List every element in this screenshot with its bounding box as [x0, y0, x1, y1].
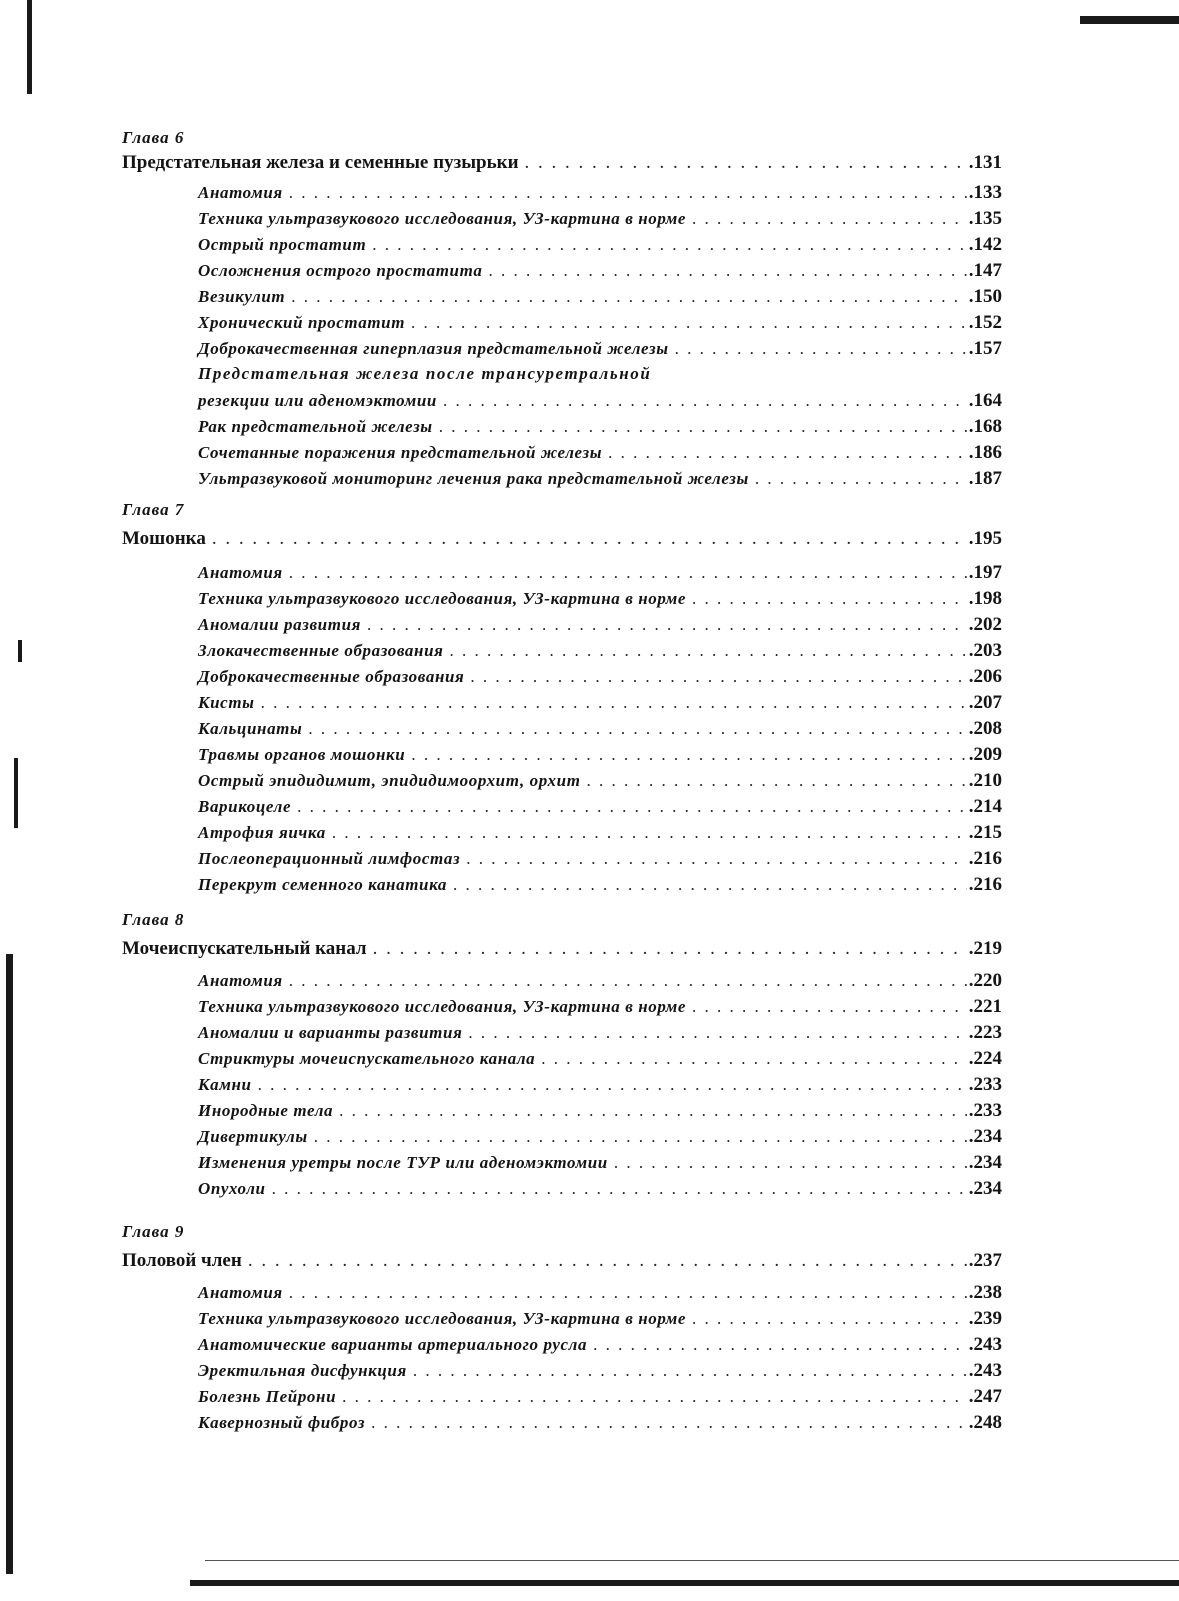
entry-title: Эректильная дисфункция [198, 1361, 407, 1380]
page-number: . 234 [969, 1152, 1002, 1174]
entry-title: Перекрут семенного канатика [198, 875, 447, 894]
page-number: . 219 [969, 938, 1002, 960]
dot-leader [614, 1153, 967, 1173]
toc-entry[interactable] [198, 970, 1002, 992]
page-number: . 239 [969, 1308, 1002, 1330]
entry-title: Анатомия [198, 183, 283, 202]
dot-leader [289, 563, 967, 583]
page-number: . 164 [969, 390, 1002, 412]
dot-leader [525, 152, 967, 174]
page-number: . 198 [969, 588, 1002, 610]
dot-leader [332, 823, 967, 843]
page-number: . 243 [969, 1334, 1002, 1356]
page-number: . 233 [969, 1100, 1002, 1122]
dot-leader [587, 771, 967, 791]
dot-leader [342, 1387, 967, 1407]
page-number: . 243 [969, 1360, 1002, 1382]
page-number: . 150 [969, 286, 1002, 308]
entry-title: Травмы органов мошонки [198, 745, 406, 764]
page-number: . 147 [969, 260, 1002, 282]
page-number: . 215 [969, 822, 1002, 844]
dot-leader [468, 1023, 966, 1043]
page-number: . 224 [969, 1048, 1002, 1070]
page-number: . 220 [969, 970, 1002, 992]
toc-entry[interactable] [198, 1152, 1002, 1174]
dot-leader [692, 209, 967, 229]
toc-entry[interactable] [198, 1360, 1002, 1382]
toc-entry[interactable] [198, 338, 1002, 360]
toc-entry[interactable] [198, 848, 1002, 870]
entry-title: Доброкачественные образования [198, 667, 465, 686]
page-number: . 237 [969, 1250, 1002, 1272]
page-number: . 135 [969, 208, 1002, 230]
entry-title: Инородные тела [198, 1101, 334, 1120]
page-number: . 157 [969, 338, 1002, 360]
page-number: . 142 [969, 234, 1002, 256]
toc-entry[interactable] [198, 640, 1002, 662]
dot-leader [212, 528, 967, 550]
page-number: . 214 [969, 796, 1002, 818]
entry-title: Хронический простатит [198, 313, 406, 332]
chapter-title: Половой член [122, 1250, 242, 1271]
toc-entry[interactable] [198, 796, 1002, 818]
entry-title: Острый простатит [198, 235, 367, 254]
page-number: . 238 [969, 1282, 1002, 1304]
page-number: . 203 [969, 640, 1002, 662]
page-number: . 187 [969, 468, 1002, 490]
scan-edge-mark [14, 758, 18, 828]
toc-entry[interactable] [198, 234, 1002, 256]
chapter-title: Мошонка [122, 528, 206, 549]
entry-title: Кисты [198, 693, 255, 712]
toc-entry[interactable] [198, 208, 1002, 230]
scan-edge-mark [6, 954, 13, 1574]
page-number: . 206 [969, 666, 1002, 688]
toc-entry[interactable] [198, 1074, 1002, 1096]
dot-leader [593, 1335, 967, 1355]
entry-title: Камни [198, 1075, 252, 1094]
dot-leader [675, 339, 967, 359]
toc-entry[interactable] [198, 468, 1002, 490]
entry-title: Аномалии развития [198, 615, 361, 634]
entry-title: Стриктуры мочеиспускательного канала [198, 1049, 536, 1068]
chapter-title: Мочеиспускательный канал [122, 938, 367, 959]
chapter-label: Глава 9 [122, 1222, 185, 1241]
dot-leader [449, 641, 966, 661]
chapter-title-entry[interactable] [122, 938, 1002, 960]
page-number: . 133 [969, 182, 1002, 204]
page-number: . 209 [969, 744, 1002, 766]
toc-entry[interactable] [198, 770, 1002, 792]
toc-entry[interactable] [198, 562, 1002, 584]
entry-title: Анатомия [198, 563, 283, 582]
dot-leader [443, 391, 967, 411]
page-number: . 216 [969, 874, 1002, 896]
dot-leader [411, 313, 967, 333]
page-number: . 195 [969, 528, 1002, 550]
toc-entry[interactable] [198, 1282, 1002, 1304]
page-number: . 234 [969, 1178, 1002, 1200]
entry-title: Техника ультразвукового исследования, УЗ-картина в норме [198, 1309, 687, 1328]
entry-title: Ультразвуковой мониторинг лечения рака предстательной железы [198, 469, 749, 488]
chapter-label: Глава 7 [122, 500, 185, 519]
entry-title: Острый эпидидимит, эпидидимоорхит, орхит [198, 771, 581, 790]
entry-title: Атрофия яичка [198, 823, 326, 842]
toc-entry[interactable] [198, 1308, 1002, 1330]
toc-entry[interactable] [198, 1100, 1002, 1122]
dot-leader [755, 469, 967, 489]
page-number: . 152 [969, 312, 1002, 334]
page-number: . 210 [969, 770, 1002, 792]
page-number: . 197 [969, 562, 1002, 584]
toc-entry[interactable] [198, 286, 1002, 308]
toc-entry[interactable] [198, 260, 1002, 282]
toc-entry[interactable] [198, 666, 1002, 688]
entry-title: Кавернозный фиброз [198, 1413, 366, 1432]
dot-leader [261, 693, 967, 713]
dot-leader [314, 1127, 967, 1147]
dot-leader [608, 443, 967, 463]
toc-entry[interactable] [198, 822, 1002, 844]
chapter-label: Глава 6 [122, 128, 185, 147]
entry-title: Техника ультразвукового исследования, УЗ-картина в норме [198, 209, 687, 228]
entry-title: Кальцинаты [198, 719, 303, 738]
entry-title: Анатомические варианты артериального русла [198, 1335, 588, 1354]
dot-leader [258, 1075, 967, 1095]
page-number: . 131 [969, 152, 1002, 174]
toc-entry[interactable] [198, 1022, 1002, 1044]
entry-title: Техника ультразвукового исследования, УЗ-картина в норме [198, 589, 687, 608]
entry-title: Доброкачественная гиперплазия предстательной железы [198, 339, 669, 358]
scan-edge-mark [1080, 16, 1179, 24]
toc-entry[interactable] [198, 614, 1002, 636]
page-number: . 216 [969, 848, 1002, 870]
dot-leader [692, 589, 967, 609]
scan-edge-mark [205, 1560, 1179, 1561]
chapter-title-entry[interactable] [122, 152, 1002, 174]
page-number: . 207 [969, 692, 1002, 714]
entry-title: Послеоперационный лимфостаз [198, 849, 461, 868]
toc-entry[interactable] [198, 1126, 1002, 1148]
entry-title: Техника ультразвукового исследования, УЗ-картина в норме [198, 997, 687, 1016]
page-number: . 221 [969, 996, 1002, 1018]
scan-edge-mark [18, 640, 22, 662]
page-number: . 223 [969, 1022, 1002, 1044]
dot-leader [289, 1283, 967, 1303]
toc-entry[interactable] [198, 442, 1002, 464]
dot-leader [453, 875, 967, 895]
entry-title: Дивертикулы [198, 1127, 308, 1146]
toc-entry[interactable] [198, 588, 1002, 610]
dot-leader [489, 261, 967, 281]
page-number: . 202 [969, 614, 1002, 636]
page-number: . 186 [969, 442, 1002, 464]
page-number: . 247 [969, 1386, 1002, 1408]
dot-leader [470, 667, 966, 687]
dot-leader [289, 183, 967, 203]
dot-leader [308, 719, 966, 739]
toc-entry[interactable] [198, 1412, 1002, 1434]
dot-leader [367, 615, 967, 635]
toc-entry[interactable] [198, 1048, 1002, 1070]
toc-entry[interactable] [198, 312, 1002, 334]
toc-entry[interactable] [198, 744, 1002, 766]
dot-leader [297, 797, 967, 817]
toc-entry[interactable] [198, 1386, 1002, 1408]
toc-entry[interactable] [198, 996, 1002, 1018]
toc-entry[interactable] [198, 182, 1002, 204]
dot-leader [541, 1049, 966, 1069]
entry-title: Аномалии и варианты развития [198, 1023, 463, 1042]
entry-title: Рак предстательной железы [198, 417, 433, 436]
dot-leader [371, 1413, 967, 1433]
page-number: . 208 [969, 718, 1002, 740]
dot-leader [413, 1361, 967, 1381]
dot-leader [411, 745, 966, 765]
entry-title: Опухоли [198, 1179, 266, 1198]
entry-title: Анатомия [198, 971, 283, 990]
entry-title: резекции или аденомэктомии [198, 391, 437, 410]
page-number: . 248 [969, 1412, 1002, 1434]
entry-title: Осложнения острого простатита [198, 261, 483, 280]
chapter-title-entry[interactable] [122, 1250, 1002, 1272]
entry-title: Болезнь Пейрони [198, 1387, 337, 1406]
entry-title: Везикулит [198, 287, 286, 306]
entry-title: Изменения уретры после ТУР или аденомэктомии [198, 1153, 608, 1172]
entry-title: Злокачественные образования [198, 641, 444, 660]
toc-entry[interactable] [198, 718, 1002, 740]
toc-entry[interactable] [198, 390, 1002, 412]
dot-leader [466, 849, 967, 869]
scan-edge-mark [27, 0, 32, 94]
chapter-title: Предстательная железа и семенные пузырьки [122, 152, 519, 173]
dot-leader [692, 1309, 967, 1329]
dot-leader [272, 1179, 967, 1199]
page-number: . 168 [969, 416, 1002, 438]
dot-leader [373, 938, 967, 960]
entry-title: Сочетанные поражения предстательной железы [198, 443, 603, 462]
dot-leader [692, 997, 967, 1017]
toc-entry[interactable] [198, 1334, 1002, 1356]
dot-leader [248, 1250, 967, 1272]
dot-leader [439, 417, 967, 437]
page-number: . 234 [969, 1126, 1002, 1148]
entry-title: Варикоцеле [198, 797, 292, 816]
dot-leader [291, 287, 966, 307]
page-number: . 233 [969, 1074, 1002, 1096]
dot-leader [339, 1101, 967, 1121]
chapter-label: Глава 8 [122, 910, 185, 929]
toc-entry[interactable] [198, 692, 1002, 714]
toc-entry[interactable] [198, 416, 1002, 438]
entry-title-first-line: Предстательная железа после трансуретральной [198, 364, 652, 383]
entry-title: Анатомия [198, 1283, 283, 1302]
toc-entry[interactable] [198, 1178, 1002, 1200]
toc-entry[interactable] [198, 874, 1002, 896]
scan-edge-mark [190, 1580, 1179, 1586]
dot-leader [372, 235, 966, 255]
dot-leader [289, 971, 967, 991]
chapter-title-entry[interactable] [122, 528, 1002, 550]
